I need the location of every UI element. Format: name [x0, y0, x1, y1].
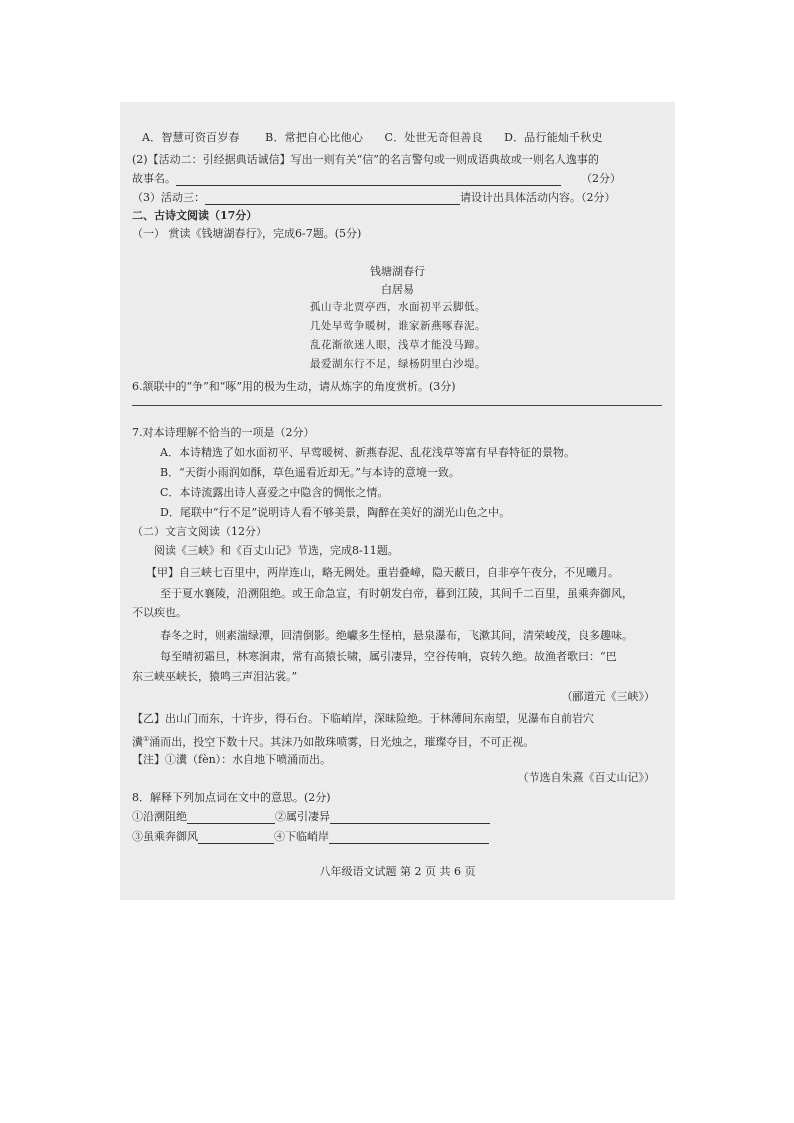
option-b: B．常把自心比他心 — [265, 131, 364, 144]
q8-blank-4[interactable] — [329, 830, 489, 844]
activity2-line2: 故事名。 （2分） — [132, 172, 621, 185]
jia-text: 【甲】自三峡七百里中，两岸连山，略无阙处。重岩叠嶂，隐天蔽日，自非亭午夜分，不见曦月。 — [146, 566, 619, 579]
q8-item-1: ①沿溯阻绝 — [132, 810, 187, 823]
q8-blank-1[interactable] — [187, 810, 275, 824]
poem-line: 几处早莺争暖树，谁家新燕啄春泥。 — [310, 320, 486, 332]
activity3-line: （3）活动三： 请设计出具体活动内容。（2分） — [132, 191, 616, 204]
q6-answer-line[interactable] — [132, 405, 662, 406]
part2-intro: 阅读《三峡》和《百丈山记》节选，完成8-11题。 — [154, 544, 399, 557]
jia-text: 至于夏水襄陵，沿溯阻绝。或王命急宣，有时朝发白帝，暮到江陵，其间千二百里，虽乘奔御风， — [160, 587, 633, 600]
activity2-line1: (2)【活动二：引经据典话诚信】写出一则有关“信”的名言警句或一则成语典故或一则名人逸事的 — [132, 153, 599, 166]
q7-option-d: D．尾联中“行不足”说明诗人看不够美景，陶醉在美好的湖光山色之中。 — [160, 506, 511, 519]
poem-author: 白居易 — [381, 283, 414, 296]
q8-blank-2[interactable] — [330, 810, 490, 824]
q7-stem: 7.对本诗理解不恰当的一项是（2分） — [132, 426, 315, 439]
part1-instructions: （一） 赏读《钱塘湖春行》，完成6-7题。(5分) — [132, 227, 362, 240]
yi-text: 瀵①涌而出，投空下数十尺。其沫乃如散珠喷雾，日光烛之，璀璨夺目，不可正视。 — [132, 735, 535, 749]
q8-item-4: ④下临峭岸 — [274, 830, 329, 843]
q8-item-3: ③虽乘奔御风 — [132, 830, 198, 843]
q8-row2 — [132, 829, 489, 844]
poem-line: 最爱湖东行不足，绿杨阴里白沙堤。 — [310, 358, 486, 370]
option-d: D．品行能灿千秋史 — [504, 131, 603, 144]
poem-line: 孤山寺北贾亭西，水面初平云脚低。 — [310, 301, 486, 313]
q7-option-b: B．“天街小雨润如酥，草色遥看近却无。”与本诗的意境一致。 — [160, 466, 460, 479]
q8-row1 — [132, 809, 490, 824]
q7-option-c: C．本诗流露出诗人喜爱之中隐含的惆怅之情。 — [160, 486, 389, 499]
page-footer: 八年级语文试题 第 2 页 共 6 页 — [319, 865, 476, 878]
section-title-classical: 二、古诗文阅读（17分） — [132, 209, 258, 222]
poem-title: 钱塘湖春行 — [370, 265, 425, 278]
q8-stem: 8．解释下列加点词在文中的意思。(2分) — [132, 791, 331, 804]
q8-blank-3[interactable] — [198, 830, 274, 844]
footnote-marker: ① — [143, 735, 150, 743]
q7-option-a: A．本诗精选了如水面初平、早莺暖树、新燕春泥、乱花浅草等富有早春特征的景物。 — [160, 446, 575, 459]
jia-text: 东三峡巫峡长，猿鸣三声泪沾裳。” — [132, 670, 298, 683]
yi-note: 【注】①瀵（fèn）：水自地下喷涌而出。 — [132, 753, 332, 766]
activity2-score: （2分） — [581, 172, 621, 185]
exam-page — [120, 102, 675, 900]
q6-stem: 6.颔联中的“争”和“啄”用的极为生动，请从炼字的角度赏析。(3分) — [132, 380, 456, 393]
q5-options-row — [142, 130, 603, 145]
answer-blank-activity3[interactable] — [205, 191, 460, 205]
jia-text: 春冬之时，则素湍绿潭，回清倒影。绝巘多生怪柏，悬泉瀑布，飞漱其间，清荣峻茂，良多趣味。 — [160, 629, 633, 642]
part2-title: （二）文言文阅读（12分） — [132, 525, 267, 538]
yi-source: （节选自朱熹《百丈山记》） — [517, 771, 655, 784]
jia-text: 不以疾也。 — [132, 606, 187, 619]
option-a: A．智慧可资百岁春 — [142, 131, 240, 144]
jia-text: 每至晴初霜旦，林寒涧肃，常有高猿长啸，属引凄异，空谷传响，哀转久绝。故渔者歌曰：“巴 — [160, 650, 617, 663]
q8-item-2: ②属引凄异 — [275, 810, 330, 823]
jia-source: （郦道元《三峡》） — [561, 690, 655, 703]
answer-blank-activity2[interactable] — [176, 172, 561, 186]
poem-line: 乱花渐欲迷人眼，浅草才能没马蹄。 — [310, 339, 486, 351]
option-c: C．处世无奇但善良 — [384, 131, 483, 144]
yi-text: 【乙】出山门而东，十许步，得石台。下临峭岸，深昧险绝。于林薄间东南望，见瀑布自前岩穴 — [132, 712, 594, 725]
